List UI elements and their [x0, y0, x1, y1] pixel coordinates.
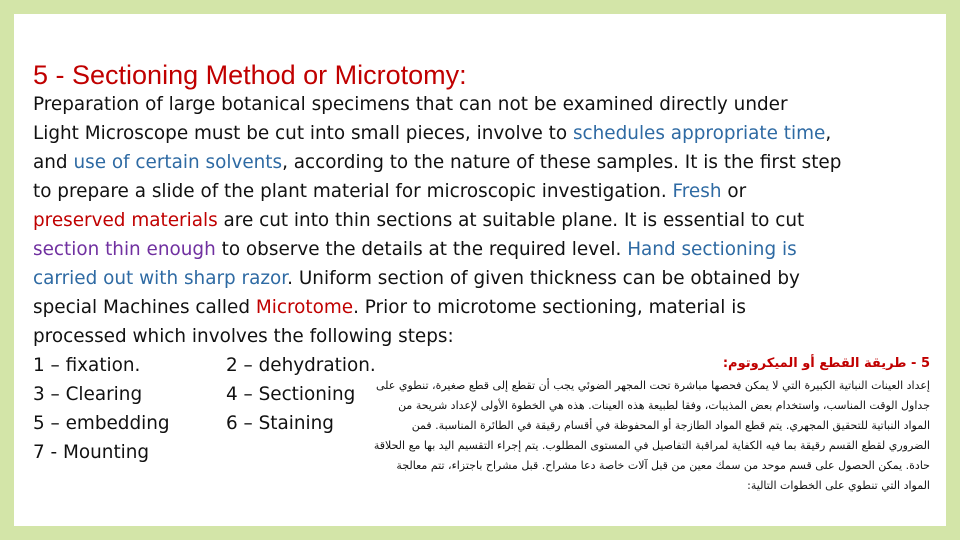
step-3: 3 – Clearing: [33, 384, 143, 405]
paragraph-text: to observe the details at the required level.: [215, 239, 628, 260]
step-5: 5 – embedding: [33, 413, 170, 434]
paragraph-text: , and: [33, 123, 832, 173]
slide-title: 5 - Sectioning Method or Microtomy:: [33, 60, 467, 90]
paragraph-text: . Uniform section of given thickness can be obtained by special Machines called: [33, 268, 800, 318]
highlight-blue-text: schedules appropriate time: [572, 123, 826, 144]
step-1: 1 – fixation.: [33, 355, 141, 376]
highlight-blue-text: Hand sectioning is carried out with sharp razor: [33, 239, 797, 289]
paragraph-text: or: [727, 181, 747, 202]
arabic-title: 5 - طريقة القطع أو الميكروتوم:: [722, 356, 930, 371]
highlight-purple-text: section thin enough: [33, 239, 216, 260]
paragraph-text: , according to the nature of these samples. It is the first step to prepare a slide of the plant material for microscopic investigation.: [33, 152, 842, 202]
highlight-blue-text: Fresh: [672, 181, 722, 202]
paragraph-text: are cut into thin sections at suitable plane. It is essential to cut: [223, 210, 805, 231]
highlight-red-text: Microtome: [255, 297, 354, 318]
highlight-blue-text: use of certain solvents: [73, 152, 283, 173]
step-4: 4 – Sectioning: [226, 384, 356, 405]
step-7: 7 - Mounting: [33, 442, 150, 463]
arabic-body: إعداد العينات النباتية الكبيرة التي لا يمكن فحصها مباشرة تحت المجهر الضوئي يجب أن تقطع إلى قطع صغيرة، تنطوي على جداول الوقت المناسب، واستخدام بعض المذيبات، وفقا لطبيعة هذه العينات. هذه هي الخطوة الأولى لإعداد شريحة من المواد النباتية للتحقيق المجهري. يتم قطع المواد الطازجة أو المحفوظة في أقسام رقيقة في الطائرة المناسبة. فمن الضروري لقطع القسم رقيقة بما فيه الكفاية لمراقبة التفاصيل في المستوى المطلوب. يتم إجراء التقسيم اليد بها مع الحلاقة حادة. يمكن الحصول على قسم موحد من سمك معين من قبل آلات خاصة دعا مشراح. قبل مشراح باجتزاء، تتم معالجة المواد التي تنطوي على الخطوات التالية:: [373, 379, 930, 492]
body-paragraph: [33, 90, 933, 351]
step-6: 6 – Staining: [226, 413, 334, 434]
paragraph-text: Preparation of large botanical specimens that can not be examined directly under Light Microscope must be cut into small pieces, involve to: [33, 94, 788, 144]
paragraph-text: . Prior to microtome sectioning, material is processed which involves the following steps:: [33, 297, 746, 347]
step-2: 2 – dehydration.: [226, 355, 376, 376]
highlight-red-text: preserved materials: [33, 210, 218, 231]
slide: [14, 14, 946, 526]
